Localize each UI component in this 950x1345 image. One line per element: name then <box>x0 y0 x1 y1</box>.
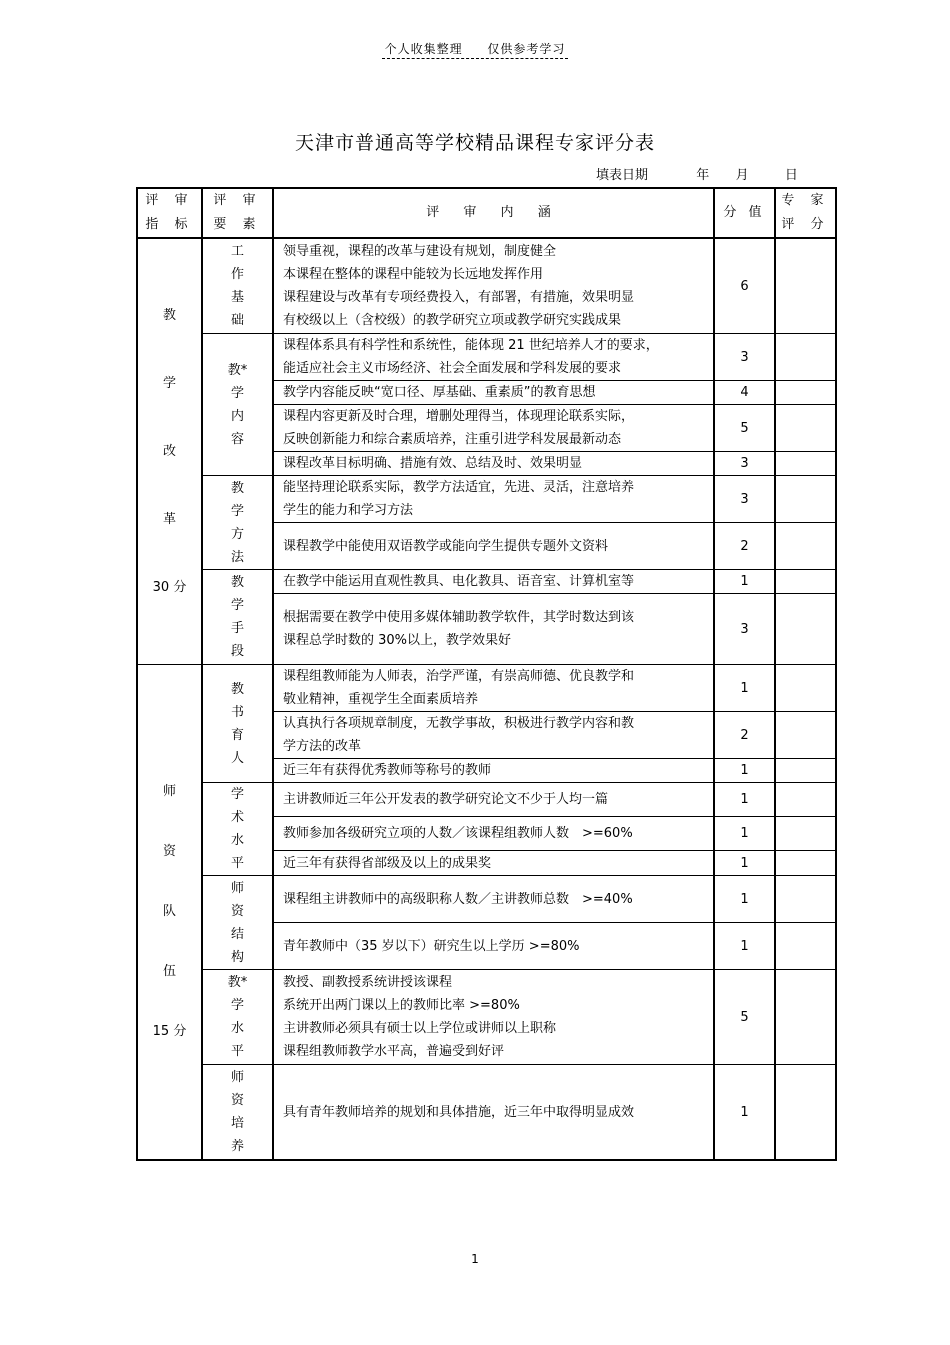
content-line: 主讲教师必须具有硕士以上学位或讲师以上职称 <box>283 1021 557 1036</box>
element-char: 培 <box>230 1116 244 1131</box>
content-cell <box>273 665 714 712</box>
header-note-right: 仅供参考学习 <box>487 42 566 56</box>
score-value: 1 <box>740 938 749 954</box>
expert-score-cell[interactable] <box>775 476 836 523</box>
element-char: 学 <box>230 503 244 519</box>
score-value: 3 <box>740 491 749 507</box>
content-line: 根据需要在教学中使用多媒体辅助教学软件，其学时数达到该 <box>283 610 635 625</box>
element-char: 资 <box>230 1093 244 1108</box>
content-line: 近三年有获得优秀教师等称号的教师 <box>283 763 492 778</box>
header-expert-score: 专 家 评 分 <box>775 188 836 238</box>
expert-score-cell[interactable] <box>775 523 836 570</box>
indicator-char: 改 <box>162 443 176 459</box>
element-char: 教 <box>230 681 244 697</box>
score-value: 4 <box>740 385 749 400</box>
element-cell <box>202 570 273 665</box>
header-note-left: 个人收集整理 <box>384 42 463 56</box>
score-value: 1 <box>740 891 749 907</box>
element-cell <box>202 970 273 1065</box>
score-cell <box>714 523 775 570</box>
content-cell <box>273 476 714 523</box>
score-cell <box>714 759 775 783</box>
element-char: 结 <box>230 926 244 942</box>
content-cell <box>273 851 714 876</box>
content-cell <box>273 523 714 570</box>
content-cell <box>273 970 714 1065</box>
table-row <box>137 665 836 712</box>
content-cell <box>273 923 714 970</box>
header-note <box>0 40 950 57</box>
expert-score-cell[interactable] <box>775 923 836 970</box>
score-value: 1 <box>740 826 749 842</box>
content-line: 课程组主讲教师中的高级职称人数／主讲教师总数 >=40% <box>283 891 633 907</box>
element-char: 师 <box>230 1070 244 1085</box>
element-char: 方 <box>230 526 244 542</box>
score-cell <box>714 452 775 476</box>
content-cell <box>273 381 714 405</box>
table-row <box>137 970 836 1065</box>
table-row <box>137 876 836 923</box>
element-char: 平 <box>230 856 244 871</box>
content-line: 具有青年教师培养的规划和具体措施，近三年中取得明显成效 <box>283 1104 635 1120</box>
score-value: 1 <box>740 792 749 808</box>
content-line: 主讲教师近三年公开发表的教学研究论文不少于人均一篇 <box>283 792 609 808</box>
score-value: 2 <box>740 727 749 743</box>
content-cell <box>273 594 714 665</box>
content-cell <box>273 783 714 817</box>
element-char: 学 <box>230 998 244 1013</box>
expert-score-cell[interactable] <box>775 381 836 405</box>
element-char: 育 <box>230 727 244 743</box>
content-line: 敬业精神，重视学生全面素质培养 <box>283 692 479 707</box>
element-char: 书 <box>230 704 244 720</box>
content-line: 课程组教师教学水平高，普遍受到好评 <box>283 1044 505 1059</box>
content-line: 课程内容更新及时合理，增删处理得当，体现理论联系实际， <box>283 409 635 424</box>
score-value: 1 <box>740 680 749 696</box>
date-label: 填表日期 <box>596 168 649 183</box>
element-char: 教 <box>230 480 244 496</box>
element-char: 基 <box>230 290 244 305</box>
element-char: 法 <box>230 549 244 565</box>
content-line: 能坚持理论联系实际，教学方法适宜，先进、灵活，注意培养 <box>283 480 635 495</box>
element-char: 教* <box>227 975 248 990</box>
element-char: 人 <box>230 750 244 766</box>
table-header-row <box>137 188 836 238</box>
expert-score-cell[interactable] <box>775 452 836 476</box>
score-value: 6 <box>740 278 749 294</box>
expert-score-cell[interactable] <box>775 1065 836 1161</box>
element-char: 水 <box>230 1021 244 1036</box>
element-cell <box>202 1065 273 1161</box>
element-cell <box>202 783 273 876</box>
element-char: 手 <box>230 621 244 636</box>
element-char: 段 <box>230 644 244 659</box>
content-line: 青年教师中（35 岁以下）研究生以上学历 >=80% <box>283 938 580 954</box>
indicator-char: 15 分 <box>152 1024 187 1039</box>
content-line: 课程教学中能使用双语教学或能向学生提供专题外文资料 <box>283 538 609 554</box>
element-char: 内 <box>230 408 244 424</box>
content-line: 认真执行各项规章制度，无教学事故，积极进行教学内容和教 <box>283 716 635 731</box>
content-cell <box>273 1065 714 1161</box>
expert-score-cell[interactable] <box>775 405 836 452</box>
header-rule <box>382 58 568 59</box>
score-value: 5 <box>740 420 749 436</box>
indicator-char: 伍 <box>162 964 176 979</box>
content-cell <box>273 712 714 759</box>
element-char: 养 <box>230 1139 244 1154</box>
score-cell <box>714 817 775 851</box>
expert-score-cell[interactable] <box>775 712 836 759</box>
expert-score-cell[interactable] <box>775 783 836 817</box>
score-value: 1 <box>740 763 749 778</box>
element-char: 学 <box>230 385 244 401</box>
content-cell <box>273 817 714 851</box>
indicator-char: 革 <box>162 511 176 527</box>
score-cell <box>714 594 775 665</box>
element-char: 作 <box>230 267 244 282</box>
header-score: 分 值 <box>714 188 775 238</box>
content-cell <box>273 405 714 452</box>
score-value: 5 <box>740 1009 749 1025</box>
element-cell <box>202 238 273 334</box>
score-value: 1 <box>740 574 749 589</box>
element-cell <box>202 876 273 970</box>
element-char: 资 <box>230 903 244 919</box>
content-line: 本课程在整体的课程中能较为长远地发挥作用 <box>283 267 544 282</box>
score-cell <box>714 334 775 381</box>
element-char: 学 <box>230 787 244 802</box>
indicator-cell <box>137 238 202 665</box>
table-row <box>137 570 836 594</box>
score-value: 2 <box>740 538 749 554</box>
table-row <box>137 334 836 381</box>
element-cell <box>202 334 273 476</box>
content-line: 学方法的改革 <box>283 739 362 754</box>
score-value: 1 <box>740 1104 749 1120</box>
element-char: 学 <box>230 598 244 613</box>
expert-score-cell[interactable] <box>775 570 836 594</box>
content-cell <box>273 452 714 476</box>
expert-score-cell[interactable] <box>775 334 836 381</box>
score-cell <box>714 665 775 712</box>
indicator-char: 30 分 <box>152 579 187 595</box>
expert-score-cell[interactable] <box>775 851 836 876</box>
score-value: 3 <box>740 349 749 365</box>
element-char: 术 <box>230 810 244 825</box>
content-line: 教师参加各级研究立项的人数／该课程组教师人数 >=60% <box>283 826 633 842</box>
element-cell <box>202 665 273 783</box>
indicator-char: 师 <box>162 784 176 799</box>
content-cell <box>273 334 714 381</box>
score-cell <box>714 712 775 759</box>
expert-score-cell[interactable] <box>775 665 836 712</box>
content-line: 系统开出两门课以上的教师比率 >=80% <box>283 998 520 1013</box>
content-cell <box>273 759 714 783</box>
indicator-char: 教 <box>162 307 176 323</box>
score-value: 3 <box>740 621 749 637</box>
score-cell <box>714 876 775 923</box>
page-title: 天津市普通高等学校精品课程专家评分表 <box>294 132 655 154</box>
indicator-cell <box>137 665 202 1161</box>
scoring-table <box>136 187 837 1161</box>
expert-score-cell[interactable] <box>775 759 836 783</box>
score-cell <box>714 923 775 970</box>
score-value: 1 <box>740 855 749 871</box>
content-line: 课程组教师能为人师表，治学严谨，有崇高师德、优良教学和 <box>283 669 635 684</box>
score-cell <box>714 1065 775 1161</box>
element-char: 构 <box>230 949 244 965</box>
score-cell <box>714 238 775 334</box>
content-line: 课程总学时数的 30%以上，教学效果好 <box>283 633 512 648</box>
element-char: 工 <box>230 244 244 259</box>
content-line: 近三年有获得省部级及以上的成果奖 <box>283 855 492 871</box>
header-content: 评 审 内 涵 <box>273 188 714 238</box>
content-line: 能适应社会主义市场经济、社会全面发展和学科发展的要求 <box>283 361 622 376</box>
indicator-char: 队 <box>162 904 176 919</box>
table-row <box>137 1065 836 1161</box>
element-char: 容 <box>230 431 244 447</box>
score-cell <box>714 851 775 876</box>
table-row <box>137 238 836 334</box>
date-line <box>596 164 798 183</box>
content-line: 课程建设与改革有专项经费投入，有部署，有措施，效果明显 <box>283 290 635 305</box>
expert-score-cell[interactable] <box>775 876 836 923</box>
table-row <box>137 783 836 817</box>
score-cell <box>714 570 775 594</box>
content-line: 教授、副教授系统讲授该课程 <box>283 975 453 990</box>
element-char: 水 <box>230 833 244 848</box>
content-line: 学生的能力和学习方法 <box>283 503 414 518</box>
indicator-char: 资 <box>162 844 176 859</box>
score-cell <box>714 476 775 523</box>
score-cell <box>714 381 775 405</box>
element-char: 平 <box>230 1044 244 1059</box>
date-day: 日 <box>784 168 798 183</box>
score-cell <box>714 783 775 817</box>
score-value: 3 <box>740 456 749 471</box>
expert-score-cell[interactable] <box>775 594 836 665</box>
element-char: 教 <box>230 575 244 590</box>
element-char: 师 <box>230 880 244 896</box>
table-row <box>137 476 836 523</box>
content-line: 教学内容能反映“宽口径、厚基础、重素质”的教育思想 <box>283 385 596 400</box>
content-cell <box>273 876 714 923</box>
content-line: 反映创新能力和综合素质培养，注重引进学科发展最新动态 <box>283 432 622 447</box>
content-line: 课程改革目标明确、措施有效、总结及时、效果明显 <box>283 456 583 471</box>
element-cell <box>202 476 273 570</box>
date-month: 月 <box>735 168 749 183</box>
content-cell <box>273 238 714 334</box>
date-year: 年 <box>696 168 710 183</box>
expert-score-cell[interactable] <box>775 817 836 851</box>
element-char: 教* <box>227 362 248 378</box>
indicator-char: 学 <box>162 375 176 391</box>
content-line: 领导重视，课程的改革与建设有规划，制度健全 <box>283 244 557 259</box>
expert-score-cell[interactable] <box>775 238 836 334</box>
page-number: 1 <box>471 1252 479 1266</box>
content-line: 在教学中能运用直观性教具、电化教具、语音室、计算机室等 <box>283 574 635 589</box>
content-line: 有校级以上（含校级）的教学研究立项或教学研究实践成果 <box>283 313 622 328</box>
score-cell <box>714 970 775 1065</box>
expert-score-cell[interactable] <box>775 970 836 1065</box>
header-indicator: 评 审 指 标 <box>137 188 202 238</box>
content-cell <box>273 570 714 594</box>
score-cell <box>714 405 775 452</box>
header-element: 评 审 要 素 <box>202 188 273 238</box>
content-line: 课程体系具有科学性和系统性，能体现 21 世纪培养人才的要求， <box>283 338 659 353</box>
element-char: 础 <box>230 313 244 328</box>
